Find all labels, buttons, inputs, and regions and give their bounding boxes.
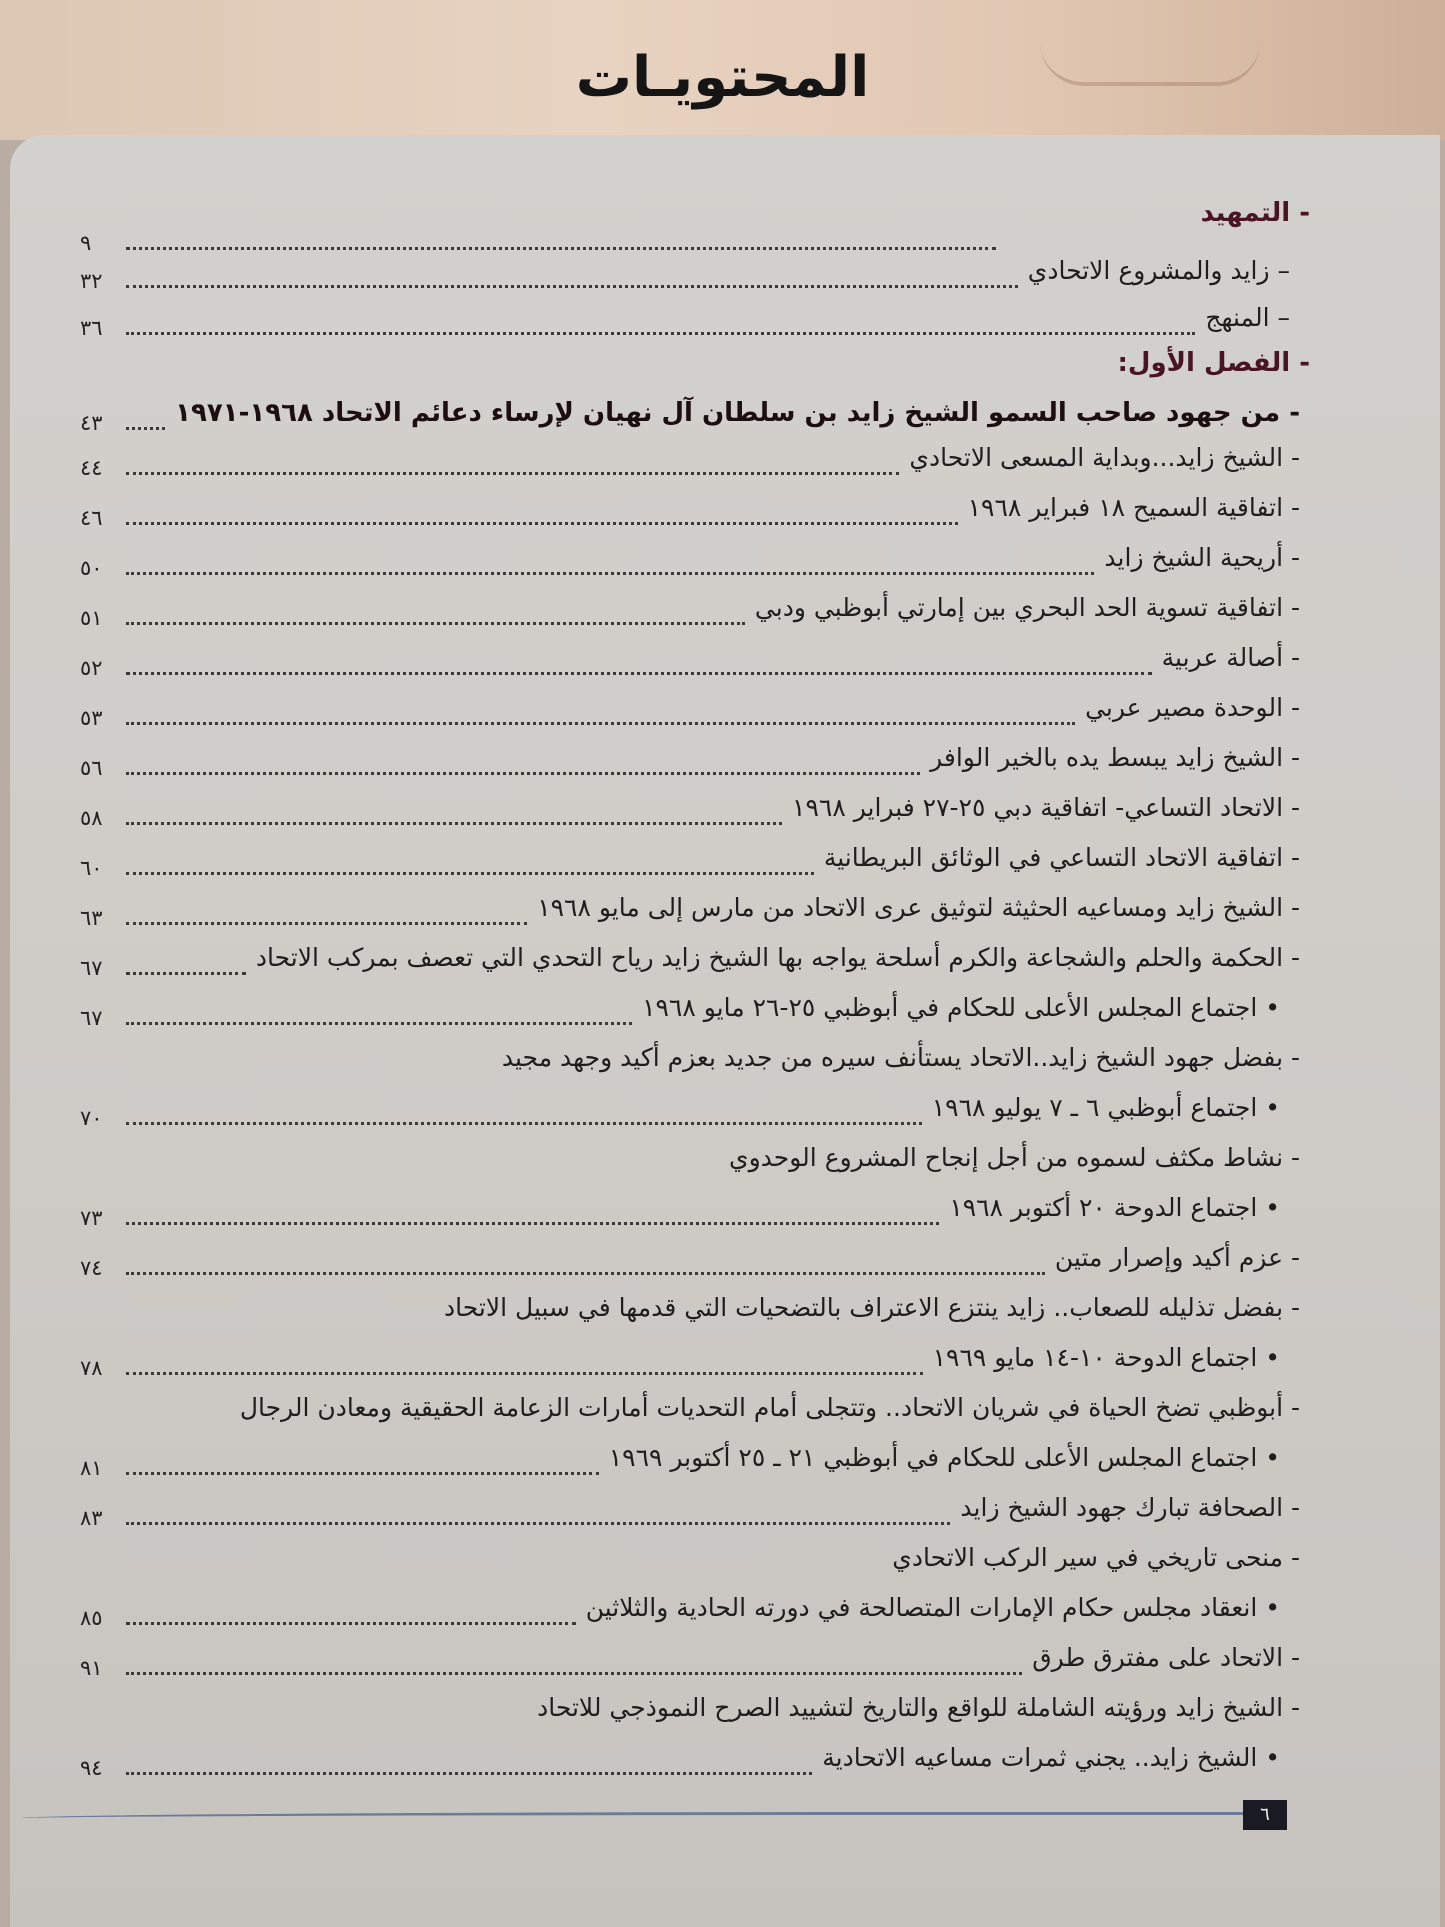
toc-entry-title: - أبوظبي تضخ الحياة في شريان الاتحاد.. وتتجلى أمام التحديات أمارات الزعامة الحقيقية ومعادن الرجال [239, 1393, 1300, 1422]
toc-entry-title: • اجتماع الدوحة ١٠-١٤ مايو ١٩٦٩ [932, 1343, 1280, 1372]
toc-entry [80, 1135, 1310, 1181]
toc-entry-title: - الاتحاد التساعي- اتفاقية دبي ٢٥-٢٧ فبراير ١٩٦٨ [792, 793, 1300, 822]
toc-entry-title: - اتفاقية السميح ١٨ فبراير ١٩٦٨ [967, 493, 1300, 522]
dot-leader [126, 522, 958, 525]
toc-entry-title: - اتفاقية تسوية الحد البحري بين إمارتي أبوظبي ودبي [754, 593, 1300, 622]
toc-entry-title: - الوحدة مصير عربي [1085, 693, 1300, 722]
toc-page-number: ٨١ [80, 1456, 103, 1480]
page-number: ٦ [1243, 1800, 1287, 1830]
toc-page-number: ٤٤ [80, 456, 103, 480]
toc-entry-title: - التمهيد [1200, 198, 1310, 228]
toc-entry-title: - بفضل جهود الشيخ زايد..الاتحاد يستأنف سيره من جديد بعزم أكيد وجهد مجيد [501, 1043, 1300, 1072]
toc-page-number: ٥٦ [80, 756, 103, 780]
toc-entry-title: – المنهج [1205, 303, 1290, 332]
toc-entry-title: - الاتحاد على مفترق طرق [1032, 1643, 1300, 1672]
toc-entry-title: - عزم أكيد وإصرار متين [1054, 1243, 1300, 1272]
dot-leader [126, 922, 527, 925]
toc-entry-title: - الشيخ زايد ورؤيته الشاملة للواقع والتاريخ لتشييد الصرح النموذجي للاتحاد [537, 1693, 1300, 1722]
toc-page-number: ٧٤ [80, 1256, 103, 1280]
toc-entry [80, 485, 1310, 531]
table-of-contents [80, 190, 1310, 1790]
toc-entry [80, 535, 1310, 581]
dot-leader [126, 332, 1195, 335]
toc-entry-title: - أريحية الشيخ زايد [1104, 543, 1300, 572]
dot-leader [126, 1772, 812, 1775]
dot-leader [126, 1622, 576, 1625]
dot-leader [126, 1672, 1022, 1675]
toc-page-number: ٩١ [80, 1656, 103, 1680]
dot-leader [126, 1022, 632, 1025]
toc-entry [80, 248, 1310, 294]
toc-entry [80, 835, 1310, 881]
toc-entry-title: - اتفاقية الاتحاد التساعي في الوثائق البريطانية [823, 843, 1300, 872]
toc-entry [80, 1585, 1310, 1631]
dot-leader [126, 1372, 923, 1375]
toc-entry-title: - الصحافة تبارك جهود الشيخ زايد [960, 1493, 1300, 1522]
toc-page-number: ٤٦ [80, 506, 103, 530]
toc-page-number: ٥٢ [80, 656, 103, 680]
dot-leader [126, 1522, 950, 1525]
toc-page-number: ٧٨ [80, 1356, 103, 1380]
dot-leader [126, 427, 165, 430]
toc-entry-title: - الشيخ زايد ومساعيه الحثيثة لتوثيق عرى الاتحاد من مارس إلى مايو ١٩٦٨ [537, 893, 1300, 922]
toc-page-number: ٣٦ [80, 316, 103, 340]
toc-entry-title: • انعقاد مجلس حكام الإمارات المتصالحة في دورته الحادية والثلاثين [585, 1593, 1280, 1622]
dot-leader [126, 622, 745, 625]
dot-leader [126, 1472, 599, 1475]
dot-leader [126, 1222, 939, 1225]
toc-entry-title: - الحكمة والحلم والشجاعة والكرم أسلحة يواجه بها الشيخ زايد رياح التحدي التي تعصف بمركب الاتحاد [255, 943, 1300, 972]
toc-entry-title: - منحى تاريخي في سير الركب الاتحادي [892, 1543, 1300, 1572]
toc-entry-title: - الفصل الأول: [1117, 348, 1310, 378]
toc-page-number: ٦٧ [80, 956, 103, 980]
toc-page-number: ٧٠ [80, 1106, 103, 1130]
toc-entry [80, 1635, 1310, 1681]
dot-leader [126, 722, 1075, 725]
toc-entry-title: • اجتماع الدوحة ٢٠ أكتوبر ١٩٦٨ [949, 1193, 1280, 1222]
toc-entry [80, 1535, 1310, 1581]
toc-entry [80, 1085, 1310, 1131]
toc-page-number: ٥٣ [80, 706, 103, 730]
toc-entry-title: • اجتماع المجلس الأعلى للحكام في أبوظبي ٢٥-٢٦ مايو ١٩٦٨ [642, 993, 1280, 1022]
toc-entry-title: • الشيخ زايد.. يجني ثمرات مساعيه الاتحادية [822, 1743, 1280, 1772]
toc-entry [80, 885, 1310, 931]
toc-entry [80, 1235, 1310, 1281]
toc-page-number: ٤٣ [80, 411, 103, 435]
toc-entry [80, 1185, 1310, 1231]
dot-leader [126, 285, 1018, 288]
toc-entry [80, 1485, 1310, 1531]
toc-entry-title: - من جهود صاحب السمو الشيخ زايد بن سلطان آل نهيان لإرساء دعائم الاتحاد ١٩٦٨-١٩٧١ [175, 398, 1300, 428]
toc-entry-title: • اجتماع أبوظبي ٦ ـ ٧ يوليو ١٩٦٨ [931, 1093, 1280, 1122]
toc-entry-title: - أصالة عربية [1161, 643, 1300, 672]
toc-page-number: ٥٨ [80, 806, 103, 830]
toc-entry [80, 1685, 1310, 1731]
toc-entry-title: - نشاط مكثف لسموه من أجل إنجاح المشروع الوحدوي [729, 1143, 1300, 1172]
toc-entry-title: - الشيخ زايد يبسط يده بالخير الوافر [930, 743, 1300, 772]
toc-entry [80, 1435, 1310, 1481]
dot-leader [126, 772, 920, 775]
toc-page-number: ٦٧ [80, 1006, 103, 1030]
dot-leader [126, 1122, 922, 1125]
toc-entry [80, 685, 1310, 731]
toc-page-number: ٧٣ [80, 1206, 103, 1230]
toc-entry [80, 295, 1310, 341]
toc-entry [80, 785, 1310, 831]
toc-entry [80, 1385, 1310, 1431]
toc-entry-title: • اجتماع المجلس الأعلى للحكام في أبوظبي ٢١ ـ ٢٥ أكتوبر ١٩٦٩ [608, 1443, 1280, 1472]
toc-entry-title: - الشيخ زايد...وبداية المسعى الاتحادي [909, 443, 1300, 472]
toc-page-number: ٩ [80, 231, 92, 255]
toc-page-number: ٩٤ [80, 1756, 103, 1780]
toc-entry [80, 1035, 1310, 1081]
dot-leader [126, 472, 899, 475]
toc-entry [80, 340, 1310, 386]
toc-entry [80, 1335, 1310, 1381]
toc-page-number: ٥٠ [80, 556, 103, 580]
toc-entry-title: – زايد والمشروع الاتحادي [1027, 256, 1290, 285]
toc-entry [80, 1735, 1310, 1781]
toc-entry [80, 435, 1310, 481]
toc-entry [80, 735, 1310, 781]
toc-page-number: ٦٠ [80, 856, 103, 880]
toc-page-number: ٥١ [80, 606, 103, 630]
toc-entry [80, 935, 1310, 981]
toc-entry [80, 390, 1310, 436]
toc-entry [80, 585, 1310, 631]
page-title: المحتويـات [575, 45, 870, 110]
dot-leader [126, 572, 1094, 575]
toc-entry [80, 635, 1310, 681]
dot-leader [126, 672, 1152, 675]
toc-page-number: ٦٣ [80, 906, 103, 930]
toc-entry-title: - بفضل تذليله للصعاب.. زايد ينتزع الاعتراف بالتضحيات التي قدمها في سبيل الاتحاد [444, 1293, 1300, 1322]
toc-page-number: ٣٢ [80, 269, 103, 293]
toc-page-number: ٨٥ [80, 1606, 103, 1630]
dot-leader [126, 1272, 1045, 1275]
toc-page-number: ٨٣ [80, 1506, 103, 1530]
toc-entry [80, 985, 1310, 1031]
toc-entry [80, 1285, 1310, 1331]
dot-leader [126, 972, 246, 975]
dot-leader [126, 872, 814, 875]
dot-leader [126, 822, 782, 825]
